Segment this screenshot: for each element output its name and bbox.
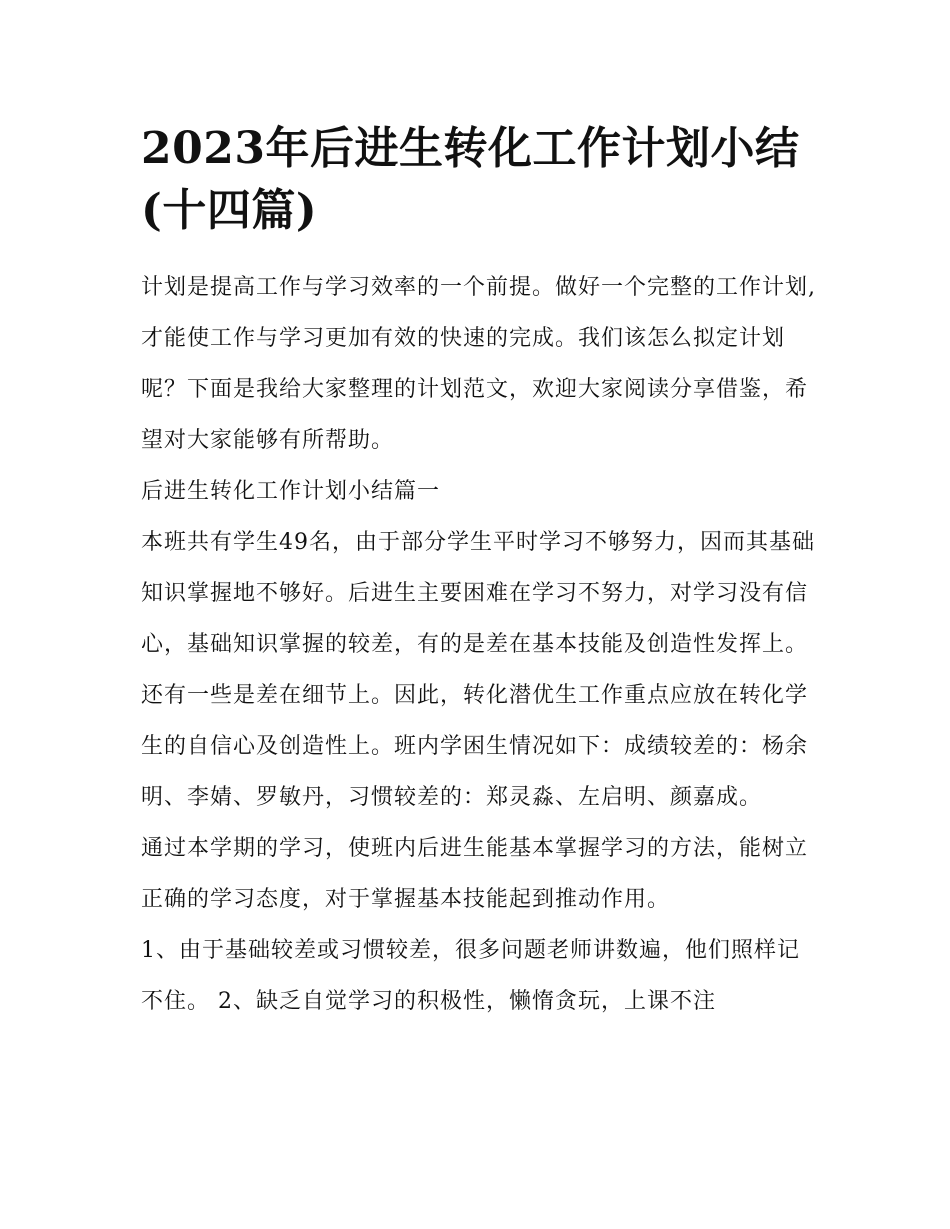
intro-paragraph: 计划是提高工作与学习效率的一个前提。做好一个完整的工作计划,才能使工作与学习更加有效的快速的完成。我们该怎么拟定计划呢？下面是我给大家整理的计划范文，欢迎大家阅读分享借鉴，希望对大家能够有所帮助。 — [141, 275, 816, 453]
class-situation-paragraph: 本班共有学生49名，由于部分学生平时学习不够努力，因而其基础知识掌握地不够好。后进生主要困难在学习不努力，对学习没有信心，基础知识掌握的较差，有的是差在基本技能及创造性发挥上。还有一些是差在细节上。因此，转化潜优生工作重点应放在转化学生的自信心及创造性上。班内学困生情况如下：成绩较差的：杨余明、李婧、罗敏丹，习惯较差的：郑灵淼、左启明、颜嘉成。 — [141, 530, 815, 810]
problems-paragraph: 1、由于基础较差或习惯较差，很多问题老师讲数遍，他们照样记不住。 2、缺乏自觉学习的积极性，懒惰贪玩，上课不注 — [141, 938, 800, 1014]
document-title: 2023年后进生转化工作计划小结(十四篇) — [141, 123, 800, 236]
goal-paragraph: 通过本学期的学习，使班内后进生能基本掌握学习的方法，能树立正确的学习态度，对于掌握基本技能起到推动作用。 — [141, 836, 809, 912]
section-heading: 后进生转化工作计划小结篇一 — [141, 479, 441, 504]
document-page — [141, 118, 817, 1027]
document-body — [141, 262, 817, 1027]
